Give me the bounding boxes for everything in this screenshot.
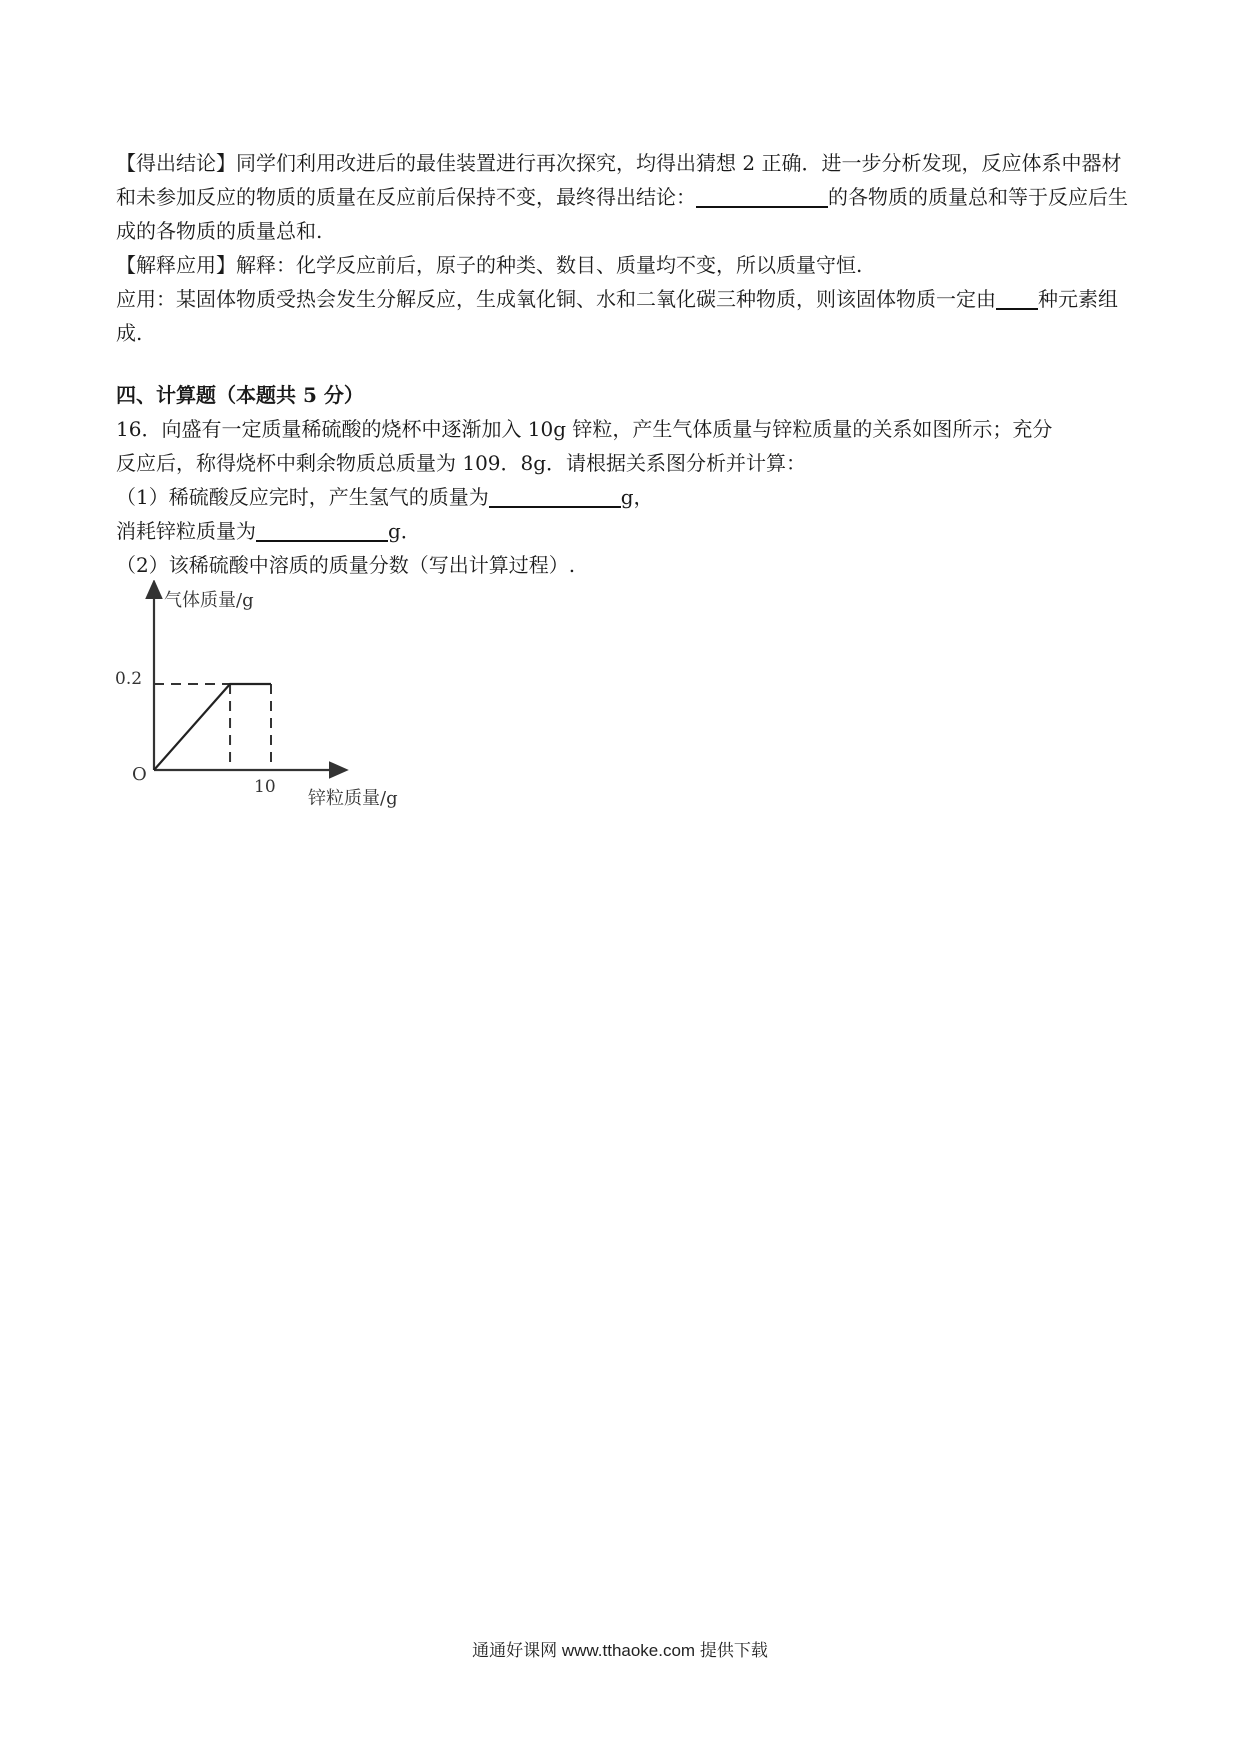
conclusion-text-b: 的各物质的质量总和等于反应后生成的各物质的质量总和. bbox=[116, 185, 1128, 243]
q16-sub1-line bbox=[116, 480, 654, 514]
explain-line bbox=[116, 248, 862, 282]
q16-sub1-line2 bbox=[116, 514, 421, 548]
conclusion-blank[interactable] bbox=[696, 184, 828, 208]
page-footer: 通通好课网 www.tthaoke.com 提供下载 bbox=[472, 1641, 768, 1660]
sub1-text-c: 消耗锌粒质量为 bbox=[116, 519, 256, 543]
y-tick-label-0.2: 0.2 bbox=[115, 669, 143, 689]
gas-zinc-chart bbox=[112, 580, 432, 810]
explain-text: 解释：化学反应前后，原子的种类、数目、质量均不变，所以质量守恒. bbox=[236, 253, 863, 277]
x-tick-label-10: 10 bbox=[254, 777, 276, 797]
application-paragraph bbox=[116, 282, 1136, 350]
conclusion-text-a: 同学们利用改进后的最佳装置进行再次探究，均得出猜想 2 正确．进一步分析发现，反应体系中器材和未参加反应的物质的质量在反应前后保持不变，最终得出结论： bbox=[116, 151, 1122, 209]
q16-sub2-line: （2）该稀硫酸中溶质的质量分数（写出计算过程）. bbox=[116, 553, 576, 577]
y-axis-label: 气体质量/g bbox=[164, 590, 254, 611]
conclusion-tag: 【得出结论】 bbox=[116, 151, 236, 175]
hydrogen-mass-blank[interactable] bbox=[489, 484, 621, 508]
explain-tag: 【解释应用】 bbox=[116, 253, 236, 277]
x-axis-label: 锌粒质量/g bbox=[308, 788, 398, 809]
zinc-mass-blank[interactable] bbox=[256, 518, 388, 542]
section4-heading: 四、计算题（本题共 5 分） bbox=[116, 383, 364, 407]
gas-mass-series-line bbox=[154, 684, 271, 770]
application-text-b: 种元素组成. bbox=[116, 287, 1118, 345]
q16-line1: 16．向盛有一定质量稀硫酸的烧杯中逐渐加入 10g 锌粒，产生气体质量与锌粒质量的关系如图所示；充分 bbox=[116, 417, 1053, 441]
origin-label: O bbox=[132, 764, 147, 785]
sub1-text-d: g． bbox=[388, 519, 421, 543]
application-blank[interactable] bbox=[996, 286, 1038, 310]
application-text-a: 应用：某固体物质受热会发生分解反应，生成氧化铜、水和二氧化碳三种物质，则该固体物质一定由 bbox=[116, 287, 996, 311]
sub1-text-a: （1）稀硫酸反应完时，产生氢气的质量为 bbox=[116, 485, 489, 509]
q16-line2: 反应后，称得烧杯中剩余物质总质量为 109．8g．请根据关系图分析并计算： bbox=[116, 451, 807, 475]
sub1-text-b: g， bbox=[620, 485, 654, 509]
conclusion-paragraph bbox=[116, 146, 1136, 248]
